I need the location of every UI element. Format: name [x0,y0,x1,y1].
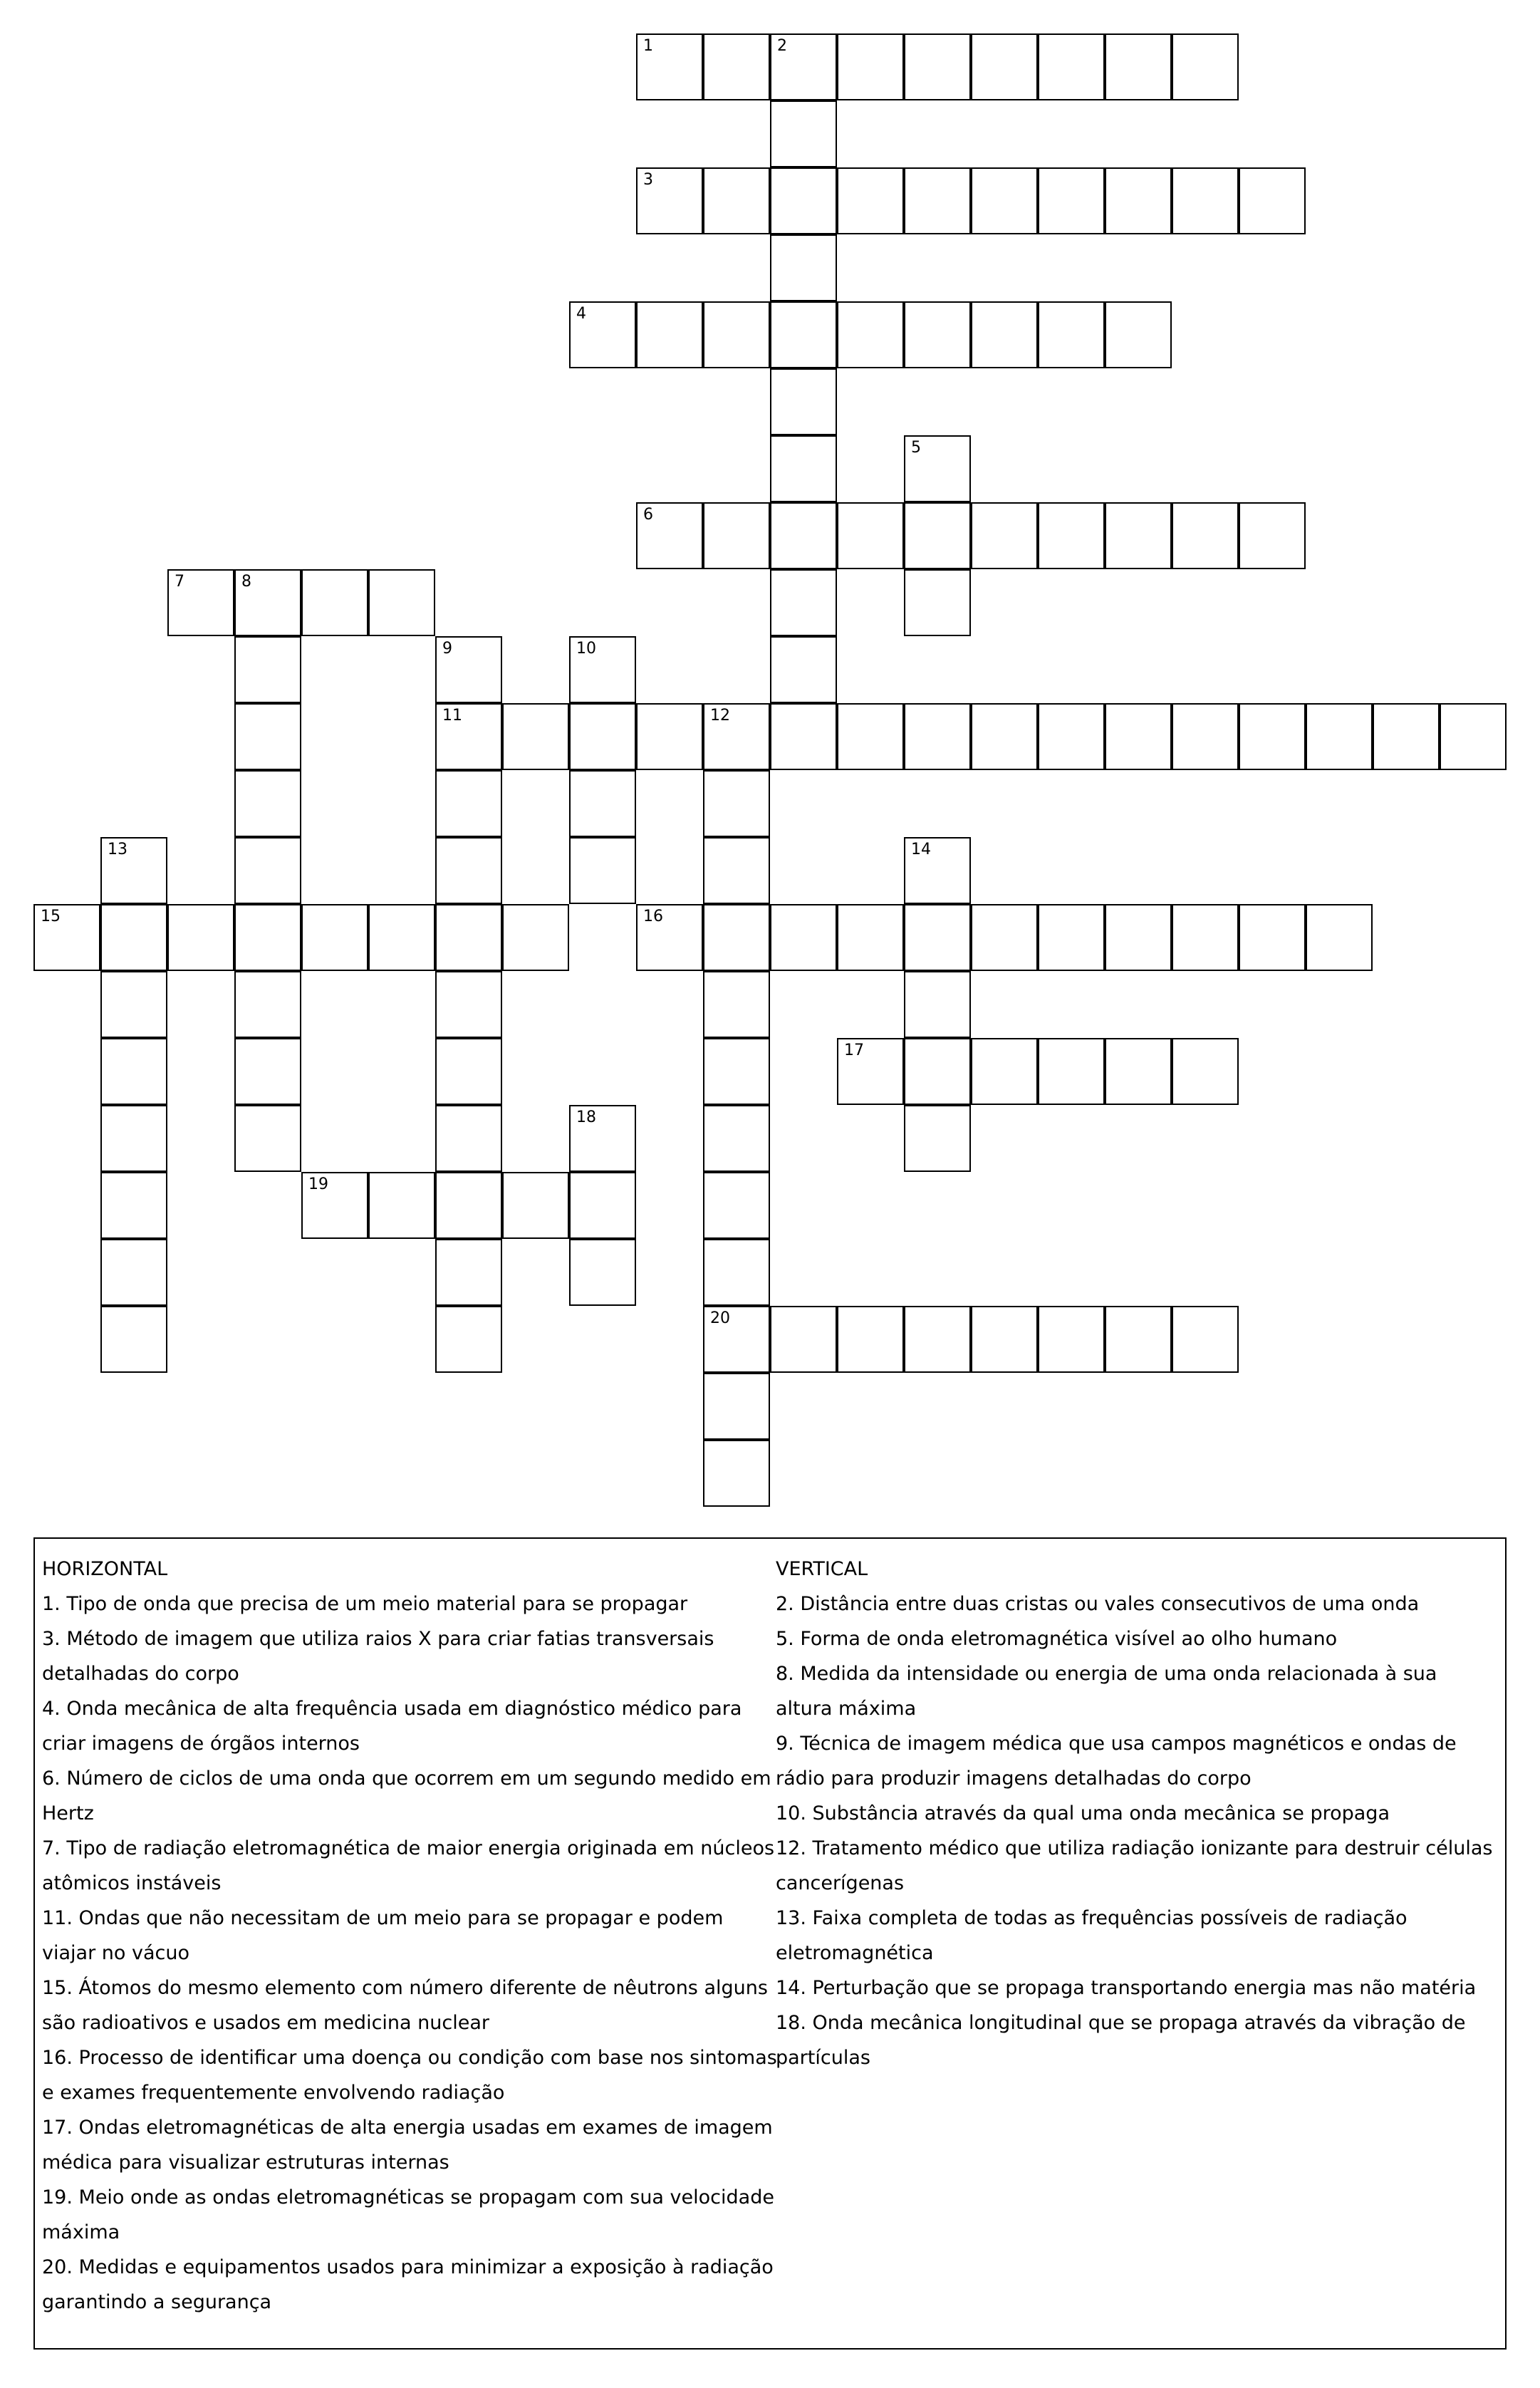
clue-number: 6 [643,506,653,524]
clue-number: 11 [442,707,462,725]
grid-cell[interactable] [33,904,100,971]
grid-cell[interactable] [1105,167,1172,234]
grid-cell[interactable] [167,904,234,971]
grid-cell[interactable] [1105,904,1172,971]
clue-number: 7 [175,573,184,591]
grid-cell[interactable] [837,703,904,770]
grid-cell[interactable] [1373,703,1440,770]
grid-cell[interactable] [1239,703,1306,770]
grid-cell[interactable] [636,33,703,100]
grid-cell[interactable] [904,435,971,502]
grid-cell[interactable] [167,569,234,636]
grid-cell[interactable] [301,904,368,971]
clue-v10: 10. Substância através da qual uma onda mecânica se propaga [776,1802,1390,1824]
clue-number: 10 [576,640,596,658]
grid-cell[interactable] [234,904,301,971]
clue-number: 19 [308,1175,328,1193]
grid-cell[interactable] [234,569,301,636]
grid-cell[interactable] [770,368,837,435]
grid-cell[interactable] [703,1440,770,1507]
grid-cell[interactable] [100,837,167,904]
grid-cell[interactable] [636,301,703,368]
grid-cell[interactable] [837,167,904,234]
grid-cell[interactable] [837,33,904,100]
grid-cell[interactable] [1239,904,1306,971]
grid-cell[interactable] [1172,502,1239,569]
grid-cell[interactable] [234,971,301,1038]
clue-h17: 17. Ondas eletromagnéticas de alta energia usadas em exames de imagem médica para visualizar estruturas internas [42,2117,773,2174]
grid-cell[interactable] [703,837,770,904]
grid-cell[interactable] [1239,167,1306,234]
grid-cell[interactable] [569,1172,636,1239]
grid-cell[interactable] [971,1038,1038,1105]
vertical-heading: VERTICAL [776,1558,868,1580]
grid-cell[interactable] [971,167,1038,234]
grid-cell[interactable] [569,703,636,770]
grid-cell[interactable] [1038,301,1105,368]
grid-cell[interactable] [435,770,502,837]
grid-cell[interactable] [703,971,770,1038]
grid-cell[interactable] [770,636,837,703]
clue-v2: 2. Distância entre duas cristas ou vales consecutivos de uma onda [776,1593,1420,1615]
grid-cell[interactable] [837,301,904,368]
grid-cell[interactable] [435,1172,502,1239]
grid-cell[interactable] [1239,502,1306,569]
grid-cell[interactable] [569,1239,636,1306]
grid-cell[interactable] [100,1038,167,1105]
grid-cell[interactable] [1105,33,1172,100]
grid-cell[interactable] [837,1038,904,1105]
clue-number: 8 [241,573,251,591]
grid-cell[interactable] [1038,167,1105,234]
grid-cell[interactable] [368,904,435,971]
grid-cell[interactable] [703,1038,770,1105]
grid-cell[interactable] [569,301,636,368]
grid-cell[interactable] [904,837,971,904]
grid-cell[interactable] [904,904,971,971]
grid-cell[interactable] [502,703,569,770]
grid-cell[interactable] [703,1172,770,1239]
grid-cell[interactable] [569,770,636,837]
grid-cell[interactable] [502,904,569,971]
clue-number: 16 [643,908,663,925]
grid-cell[interactable] [1038,1038,1105,1105]
clue-number: 1 [643,37,653,55]
grid-cell[interactable] [100,1306,167,1373]
clue-h7: 7. Tipo de radiação eletromagnética de maior energia originada em núcleos atômicos instáveis [42,1837,775,1894]
grid-cell[interactable] [703,167,770,234]
clue-number: 4 [576,305,586,323]
grid-cell[interactable] [100,971,167,1038]
grid-cell[interactable] [234,1038,301,1105]
clue-v14: 14. Perturbação que se propaga transportando energia mas não matéria [776,1977,1477,1999]
clue-number: 18 [576,1109,596,1126]
grid-cell[interactable] [301,569,368,636]
grid-cell[interactable] [1038,33,1105,100]
grid-cell[interactable] [971,502,1038,569]
clue-v12: 12. Tratamento médico que utiliza radiação ionizante para destruir células cancerígenas [776,1837,1493,1894]
clue-number: 20 [710,1309,730,1327]
grid-cell[interactable] [770,904,837,971]
clue-number: 9 [442,640,452,658]
grid-cell[interactable] [904,33,971,100]
grid-cell[interactable] [703,904,770,971]
clue-number: 5 [911,439,921,457]
clue-h16: 16. Processo de identificar uma doença ou condição com base nos sintomas e exames frequentemente envolvendo radiação [42,2047,777,2104]
grid-cell[interactable] [904,301,971,368]
grid-cell[interactable] [904,1306,971,1373]
grid-cell[interactable] [770,234,837,301]
grid-cell[interactable] [100,1172,167,1239]
grid-cell[interactable] [1440,703,1507,770]
grid-cell[interactable] [770,569,837,636]
grid-cell[interactable] [234,636,301,703]
clue-number: 13 [108,841,128,858]
grid-cell[interactable] [435,636,502,703]
grid-cell[interactable] [770,167,837,234]
clue-number: 12 [710,707,730,725]
clue-h15: 15. Átomos do mesmo elemento com número diferente de nêutrons alguns são radioativos e usados em medicina nuclear [42,1977,768,2034]
grid-cell[interactable] [1038,1306,1105,1373]
grid-cell[interactable] [971,33,1038,100]
grid-cell[interactable] [971,703,1038,770]
grid-cell[interactable] [368,569,435,636]
grid-cell[interactable] [1105,502,1172,569]
grid-cell[interactable] [435,971,502,1038]
grid-cell[interactable] [569,636,636,703]
grid-cell[interactable] [904,703,971,770]
grid-cell[interactable] [100,1239,167,1306]
clue-h3: 3. Método de imagem que utiliza raios X para criar fatias transversais detalhadas do corpo [42,1628,714,1685]
grid-cell[interactable] [837,904,904,971]
grid-cell[interactable] [1306,703,1373,770]
grid-cell[interactable] [703,703,770,770]
grid-cell[interactable] [703,301,770,368]
grid-cell[interactable] [703,1239,770,1306]
grid-cell[interactable] [100,1105,167,1172]
grid-cell[interactable] [703,1105,770,1172]
grid-cell[interactable] [234,1105,301,1172]
grid-cell[interactable] [435,1239,502,1306]
grid-cell[interactable] [1172,703,1239,770]
clue-number: 14 [911,841,931,858]
clue-number: 17 [844,1042,864,1059]
clue-number: 3 [643,171,653,189]
grid-cell[interactable] [502,1172,569,1239]
grid-cell[interactable] [703,502,770,569]
grid-cell[interactable] [234,770,301,837]
grid-cell[interactable] [435,703,502,770]
grid-cell[interactable] [368,1172,435,1239]
clue-v18: 18. Onda mecânica longitudinal que se propaga através da vibração de partículas [776,2012,1466,2069]
grid-cell[interactable] [569,837,636,904]
grid-cell[interactable] [904,502,971,569]
clue-h6: 6. Número de ciclos de uma onda que ocorrem em um segundo medido em Hertz [42,1767,771,1824]
grid-cell[interactable] [435,904,502,971]
grid-cell[interactable] [703,33,770,100]
grid-cell[interactable] [703,1306,770,1373]
clue-v8: 8. Medida da intensidade ou energia de uma onda relacionada à sua altura máxima [776,1663,1437,1720]
grid-cell[interactable] [1172,1038,1239,1105]
grid-cell[interactable] [770,502,837,569]
grid-cell[interactable] [100,904,167,971]
grid-cell[interactable] [1105,1306,1172,1373]
grid-cell[interactable] [1306,904,1373,971]
grid-cell[interactable] [703,1373,770,1440]
grid-cell[interactable] [1172,904,1239,971]
clue-v5: 5. Forma de onda eletromagnética visível ao olho humano [776,1628,1338,1650]
grid-cell[interactable] [1172,33,1239,100]
clue-h19: 19. Meio onde as ondas eletromagnéticas se propagam com sua velocidade máxima [42,2186,774,2243]
clue-h1: 1. Tipo de onda que precisa de um meio material para se propagar [42,1593,688,1615]
grid-cell[interactable] [770,301,837,368]
grid-cell[interactable] [971,904,1038,971]
grid-cell[interactable] [971,1306,1038,1373]
grid-cell[interactable] [435,1306,502,1373]
grid-cell[interactable] [971,301,1038,368]
grid-cell[interactable] [569,1105,636,1172]
grid-cell[interactable] [1172,1306,1239,1373]
grid-cell[interactable] [770,1306,837,1373]
grid-cell[interactable] [234,837,301,904]
grid-cell[interactable] [1105,1038,1172,1105]
grid-cell[interactable] [703,770,770,837]
grid-cell[interactable] [904,569,971,636]
horizontal-heading: HORIZONTAL [42,1558,168,1580]
grid-cell[interactable] [1172,167,1239,234]
grid-cell[interactable] [837,502,904,569]
grid-cell[interactable] [904,167,971,234]
grid-cell[interactable] [837,1306,904,1373]
grid-cell[interactable] [301,1172,368,1239]
clue-v9: 9. Técnica de imagem médica que usa campos magnéticos e ondas de rádio para produzir imagens detalhadas do corpo [776,1733,1457,1790]
clues-panel [33,1537,1507,2350]
grid-cell[interactable] [1038,703,1105,770]
grid-cell[interactable] [1038,502,1105,569]
grid-cell[interactable] [636,904,703,971]
grid-cell[interactable] [904,971,971,1038]
grid-cell[interactable] [435,1038,502,1105]
grid-cell[interactable] [435,837,502,904]
grid-cell[interactable] [435,1105,502,1172]
grid-cell[interactable] [904,1105,971,1172]
vertical-clues [776,1552,1499,2075]
clue-h11: 11. Ondas que não necessitam de um meio para se propagar e podem viajar no vácuo [42,1907,724,1964]
grid-cell[interactable] [1038,904,1105,971]
horizontal-clues [42,1552,783,2320]
grid-cell[interactable] [770,100,837,167]
grid-cell[interactable] [1105,301,1172,368]
clue-number: 15 [41,908,61,925]
grid-cell[interactable] [636,167,703,234]
clue-h4: 4. Onda mecânica de alta frequência usada em diagnóstico médico para criar imagens de órgãos internos [42,1698,742,1755]
grid-cell[interactable] [234,703,301,770]
clue-h20: 20. Medidas e equipamentos usados para minimizar a exposição à radiação garantindo a segurança [42,2256,774,2313]
grid-cell[interactable] [770,435,837,502]
grid-cell[interactable] [904,1038,971,1105]
clue-v13: 13. Faixa completa de todas as frequências possíveis de radiação eletromagnética [776,1907,1408,1964]
grid-cell[interactable] [636,703,703,770]
grid-cell[interactable] [1105,703,1172,770]
clue-number: 2 [777,37,787,55]
grid-cell[interactable] [770,703,837,770]
grid-cell[interactable] [770,33,837,100]
grid-cell[interactable] [636,502,703,569]
